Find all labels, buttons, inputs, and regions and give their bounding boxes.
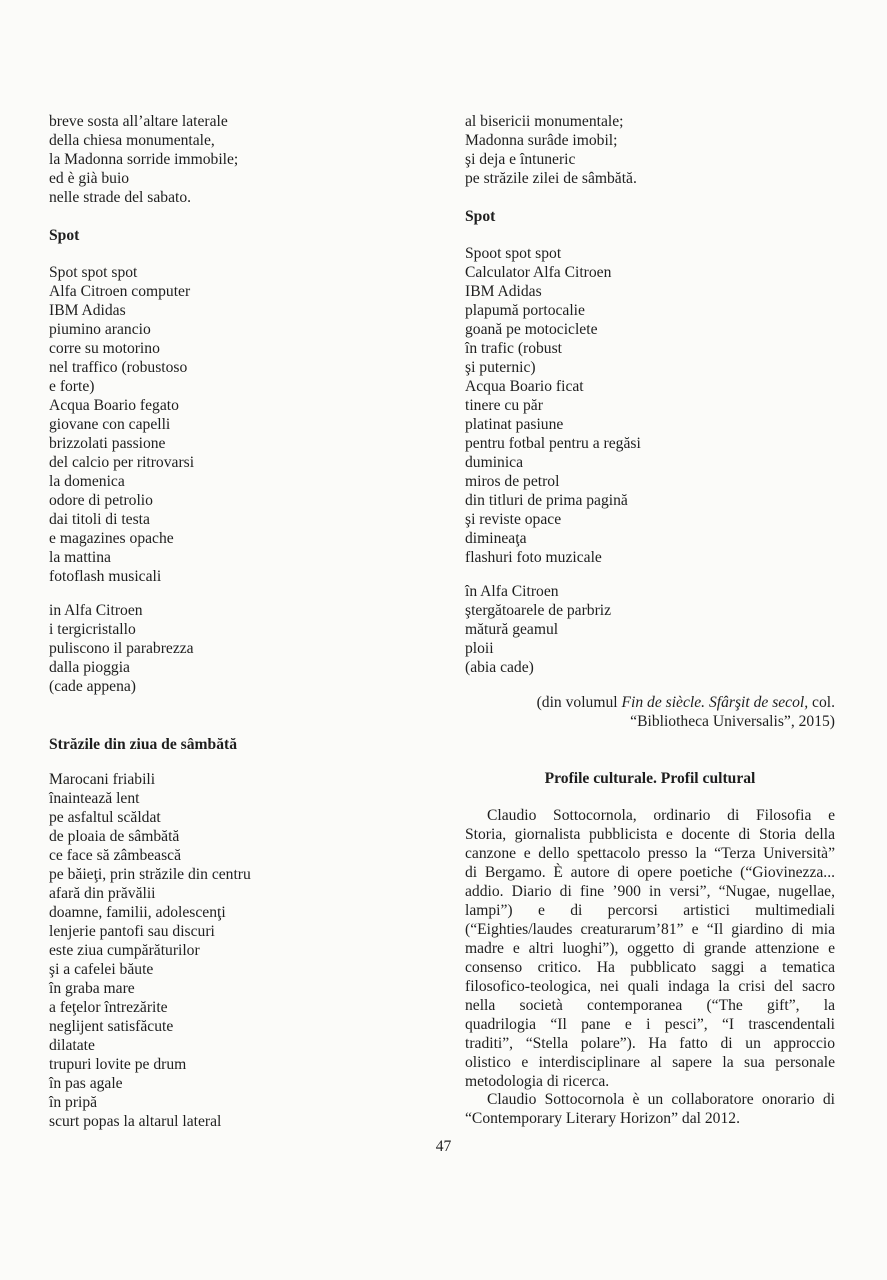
poem-title: Spot: [49, 227, 80, 244]
poem-line: şi puternic): [465, 359, 536, 376]
paragraph-line: canzone e dello spettacolo presso la “Terza Università”: [465, 845, 835, 862]
poem-line: ştergătoarele de parbriz: [465, 602, 612, 619]
poem-line: scurt popas la altarul lateral: [49, 1113, 222, 1130]
paragraph-line: Claudio Sottocornola è un collaboratore onorario di: [487, 1091, 835, 1108]
poem-line: duminica: [465, 454, 524, 471]
poem-line: ed è già buio: [49, 170, 130, 187]
poem-line: nel traffico (robustoso: [49, 359, 188, 376]
poem-line: afară din prăvălii: [49, 885, 156, 902]
poem-line: Marocani friabili: [49, 771, 156, 788]
poem-line: piumino arancio: [49, 321, 151, 338]
poem-line: fotoflash musicali: [49, 568, 162, 585]
poem-line: Calculator Alfa Citroen: [465, 264, 612, 281]
poem-line: Madonna surâde imobil;: [465, 132, 618, 149]
paragraph-line: Claudio Sottocornola, ordinario di Filosofia e: [487, 807, 835, 824]
paragraph-line: metodologia di ricerca.: [465, 1073, 610, 1090]
poem-line: în graba mare: [49, 980, 135, 997]
poem-line: (abia cade): [465, 659, 534, 676]
poem-title: Spot: [465, 208, 496, 225]
poem-line: şi deja e întuneric: [465, 151, 576, 168]
poem-line: mătură geamul: [465, 621, 559, 638]
paragraph-line: “Contemporary Literary Horizon” dal 2012.: [465, 1110, 740, 1127]
poem-line: de ploaia de sâmbătă: [49, 828, 180, 845]
poem-line: in Alfa Citroen: [49, 602, 143, 619]
poem-line: (cade appena): [49, 678, 136, 695]
poem-line: pe asfaltul scăldat: [49, 809, 161, 826]
poem-line: e magazines opache: [49, 530, 174, 547]
poem-line: înaintează lent: [49, 790, 140, 807]
poem-line: brizzolati passione: [49, 435, 166, 452]
poem-line: Acqua Boario ficat: [465, 378, 584, 395]
paragraph-line: filosofico-teologica, nei quali indaga la crisi del sacro: [465, 978, 835, 995]
source-suffix: col.: [808, 694, 835, 711]
paragraph-line: quadrilogia “Il pane e i pesci”, “I trascendentali: [465, 1016, 835, 1033]
poem-line: miros de petrol: [465, 473, 560, 490]
paragraph-line: nella società contemporanea (“The gift”, la: [465, 997, 835, 1014]
poem-line: este ziua cumpărăturilor: [49, 942, 200, 959]
paragraph-line: di Bergamo. È autore di opere poetiche (“Giovinezza...: [465, 864, 835, 881]
poem-line: în pripă: [49, 1094, 98, 1111]
poem-line: breve sosta all’altare laterale: [49, 113, 228, 130]
poem-line: nelle strade del sabato.: [49, 189, 192, 206]
poem-line: puliscono il parabrezza: [49, 640, 194, 657]
paragraph-line: (“Eighties/laudes creaturarum’81” e “Il giardino di mia: [465, 921, 835, 938]
poem-line: în trafic (robust: [465, 340, 562, 357]
poem-line: corre su motorino: [49, 340, 160, 357]
paragraph-line: madre e altri luoghi”), oggetto di grande attenzione e: [465, 940, 835, 957]
paragraph-line: lampi”) e di percorsi artistici multimediali: [465, 902, 835, 919]
poem-line: del calcio per ritrovarsi: [49, 454, 195, 471]
poem-line: şi reviste opace: [465, 511, 562, 528]
poem-line: dilatate: [49, 1037, 95, 1054]
poem-line: odore di petrolio: [49, 492, 153, 509]
poem-line: neglijent satisfăcute: [49, 1018, 174, 1035]
poem-line: la mattina: [49, 549, 111, 566]
poem-line: dimineaţa: [465, 530, 527, 547]
poem-line: IBM Adidas: [49, 302, 126, 319]
poem-line: della chiesa monumentale,: [49, 132, 215, 149]
poem-line: flashuri foto muzicale: [465, 549, 602, 566]
paragraph-line: traditi”, “Stella polare”). Ha fatto di un approccio: [465, 1035, 835, 1052]
poem-line: ploii: [465, 640, 494, 657]
section-title: Profile culturale. Profil cultural: [544, 770, 756, 787]
poem-line: goană pe motociclete: [465, 321, 598, 338]
poem-line: Spoot spot spot: [465, 245, 562, 262]
poem-line: la Madonna sorride immobile;: [49, 151, 239, 168]
poem-line: IBM Adidas: [465, 283, 542, 300]
poem-line: tinere cu păr: [465, 397, 543, 414]
poem-line: în Alfa Citroen: [465, 583, 559, 600]
poem-line: e forte): [49, 378, 95, 395]
poem-line: plapumă portocalie: [465, 302, 585, 319]
poem-line: din titluri de prima pagină: [465, 492, 628, 509]
source-prefix: (din volumul: [536, 694, 622, 711]
source-citation: [537, 693, 835, 712]
poem-line: al bisericii monumentale;: [465, 113, 624, 130]
poem-title: Străzile din ziua de sâmbătă: [49, 736, 237, 753]
poem-line: pe băieţi, prin străzile din centru: [49, 866, 251, 883]
poem-line: şi a cafelei băute: [49, 961, 154, 978]
poem-line: trupuri lovite pe drum: [49, 1056, 187, 1073]
poem-line: pe străzile zilei de sâmbătă.: [465, 170, 637, 187]
poem-line: dalla pioggia: [49, 659, 130, 676]
paragraph-line: consenso critico. Ha pubblicato saggi a tematica: [465, 959, 835, 976]
poem-line: Spot spot spot: [49, 264, 138, 281]
source-citation-line2: “Bibliotheca Universalis”, 2015): [630, 713, 835, 730]
paragraph-line: Storia, giornalista pubblicista e docente di Storia della: [465, 826, 835, 843]
source-title: Fin de siècle. Sfârşit de secol,: [621, 694, 809, 711]
poem-line: la domenica: [49, 473, 125, 490]
poem-line: platinat pasiune: [465, 416, 564, 433]
poem-line: doamne, familii, adolescenţi: [49, 904, 226, 921]
paragraph-line: olistico e interdisciplinare al sapere la sua personale: [465, 1054, 835, 1071]
poem-line: i tergicristallo: [49, 621, 136, 638]
page-number: 47: [435, 1138, 452, 1155]
poem-line: ce face să zâmbească: [49, 847, 182, 864]
poem-line: lenjerie pantofi sau discuri: [49, 923, 215, 940]
poem-line: dai titoli di testa: [49, 511, 150, 528]
poem-line: giovane con capelli: [49, 416, 171, 433]
poem-line: Alfa Citroen computer: [49, 283, 191, 300]
poem-line: a feţelor întrezărite: [49, 999, 168, 1016]
poem-line: pentru fotbal pentru a regăsi: [465, 435, 641, 452]
poem-line: în pas agale: [49, 1075, 123, 1092]
paragraph-line: addio. Diario di fine ’900 in versi”, “Nugae, nugellae,: [465, 883, 835, 900]
poem-line: Acqua Boario fegato: [49, 397, 179, 414]
